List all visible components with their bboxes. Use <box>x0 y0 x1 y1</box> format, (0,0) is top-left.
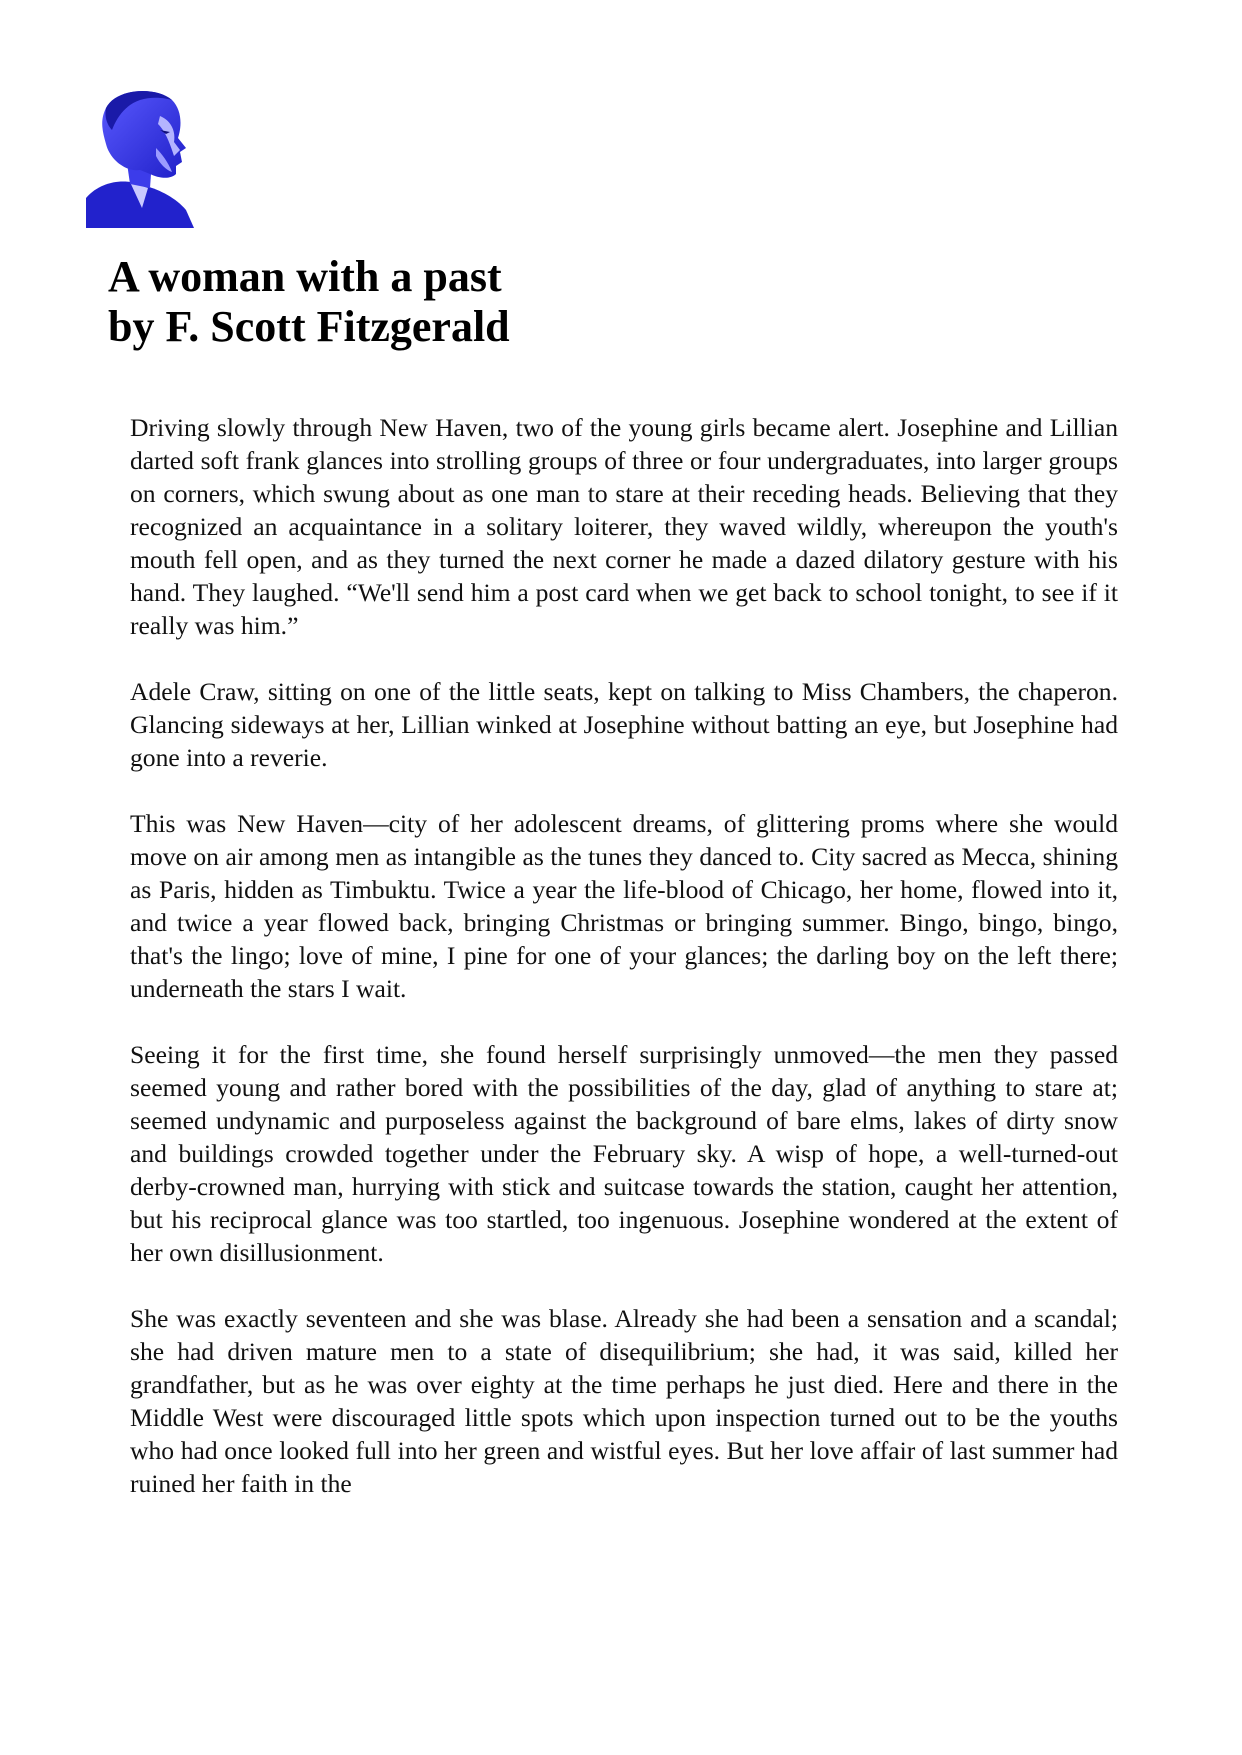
story-author: by F. Scott Fitzgerald <box>108 302 510 351</box>
story-body <box>130 411 1118 1533</box>
author-portrait-icon <box>86 86 202 228</box>
story-paragraph: She was exactly seventeen and she was blase. Already she had been a sensation and a scandal; she had driven mature men to a state of disequilibrium; she had, it was said, killed her grandfather, but as he was over eighty at the time perhaps he just died. Here and there in the Middle West were discouraged little spots which upon inspection turned out to be the youths who had once looked full into her green and wistful eyes. But her love affair of last summer had ruined her faith in the <box>130 1304 1118 1498</box>
story-paragraph: Seeing it for the first time, she found herself surprisingly unmoved—the men they passed seemed young and rather bored with the possibilities of the day, glad of anything to stare at; seemed undynamic and purposeless against the background of bare elms, lakes of dirty snow and buildings crowded together under the February sky. A wisp of hope, a well-turned-out derby-crowned man, hurrying with stick and suitcase towards the station, caught her attention, but his reciprocal glance was too startled, too ingenuous. Josephine wondered at the extent of her own disillusionment. <box>130 1040 1118 1267</box>
story-title: A woman with a past <box>108 252 502 301</box>
page-title <box>108 252 510 352</box>
story-paragraph: Adele Craw, sitting on one of the little seats, kept on talking to Miss Chambers, the chaperon. Glancing sideways at her, Lillian winked at Josephine without batting an eye, but Josephine had gone into a reverie. <box>130 677 1118 772</box>
story-paragraph: Driving slowly through New Haven, two of the young girls became alert. Josephine and Lillian darted soft frank glances into strolling groups of three or four undergraduates, into larger groups on corners, which swung about as one man to stare at their receding heads. Believing that they recognized an acquaintance in a solitary loiterer, they waved wildly, whereupon the youth's mouth fell open, and as they turned the next corner he made a dazed dilatory gesture with his hand. They laughed. “We'll send him a post card when we get back to school tonight, to see if it really was him.” <box>130 413 1118 640</box>
story-paragraph: This was New Haven—city of her adolescent dreams, of glittering proms where she would move on air among men as intangible as the tunes they danced to. City sacred as Mecca, shining as Paris, hidden as Timbuktu. Twice a year the life-blood of Chicago, her home, flowed into it, and twice a year flowed back, bringing Christmas or bringing summer. Bingo, bingo, bingo, that's the lingo; love of mine, I pine for one of your glances; the darling boy on the left there; underneath the stars I wait. <box>130 809 1118 1003</box>
